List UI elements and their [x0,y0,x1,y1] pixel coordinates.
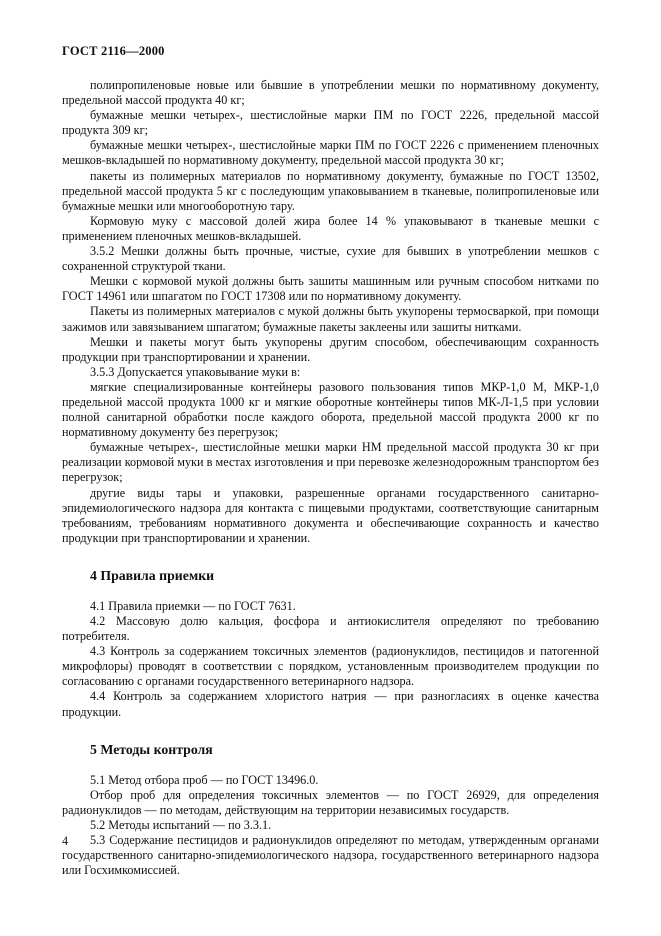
paragraph: бумажные мешки четырех-, шестислойные марки ПМ по ГОСТ 2226 с применением пленочных мешков-вкладышей по нормативному документу, предельной массой продукта 30 кг; [62,138,599,168]
paragraph: 3.5.3 Допускается упаковывание муки в: [90,364,301,379]
paragraph: Кормовую муку с массовой долей жира более 14 % упаковывают в тканевые мешки с применением пленочных мешков-вкладышей. [62,213,599,243]
paragraph: другие виды тары и упаковки, разрешенные органами государственного санитарно-эпидемиологического надзора для контакта с пищевыми продуктами, соответствующие санитарным требованиям, требованиям нормативного документа и обеспечивающие сохранность и качество продукции при транспортировании и хранении. [62,485,599,545]
page-number: 4 [62,834,69,848]
paragraph: 3.5.2 Мешки должны быть прочные, чистые, сухие для бывших в употреблении мешков с сохраненной структурой ткани. [62,244,599,274]
paragraph: Пакеты из полимерных материалов с мукой должны быть укупорены термосваркой, при помощи зажимов или завязыванием шпагатом; бумажные пакеты заклеены или зашиты нитками. [62,304,599,334]
section-heading-control-methods: 5 Методы контроля [90,741,213,757]
document-body [62,78,599,878]
paragraph: 4.1 Правила приемки — по ГОСТ 7631. [90,598,296,613]
document-code-header: ГОСТ 2116—2000 [62,44,165,58]
paragraph: Отбор проб для определения токсичных элементов — по ГОСТ 26929, для определения радионуклидов — по методам, действующим на территории независимых государств. [62,787,599,817]
paragraph: Мешки с кормовой мукой должны быть зашиты машинным или ручным способом нитками по ГОСТ 14961 или шпагатом по ГОСТ 17308 или по нормативному документу. [62,274,599,304]
paragraph: бумажные мешки четырех-, шестислойные марки ПМ по ГОСТ 2226, предельной массой продукта 309 кг; [62,108,599,138]
paragraph: 5.3 Содержание пестицидов и радионуклидов определяют по методам, утвержденным органами государственного санитарно-эпидемиологического надзора, государственного ветеринарного надзора или Госхимкомиссией. [62,833,599,878]
paragraph: мягкие специализированные контейнеры разового пользования типов МКР-1,0 М, МКР-1,0 предельной массой продукта 1000 кг и мягкие оборотные контейнеры типов МК-Л-1,5 при условии полной санитарной обработки после каждого оборота, предельной массой продукта 2000 кг по нормативному документу без перегрузок; [62,379,599,440]
paragraph: бумажные четырех-, шестислойные мешки марки НМ предельной массой продукта 30 кг при реализации кормовой муки в местах изготовления и при перевозке железнодорожным транспортом без перегрузок; [62,440,599,485]
paragraph: 5.1 Метод отбора проб — по ГОСТ 13496.0. [90,772,319,787]
paragraph: 5.2 Методы испытаний — по 3.3.1. [90,817,272,832]
paragraph: 4.3 Контроль за содержанием токсичных элементов (радионуклидов, пестицидов и патогенной микрофлоры) проводят в соответствии с порядком, установленным производителем продукции по согласованию с органами государственного ветеринарного надзора. [62,644,599,689]
paragraph: пакеты из полимерных материалов по нормативному документу, бумажные по ГОСТ 13502, предельной массой продукта 5 кг с последующим упаковыванием в тканевые, полипропиленовые или бумажные мешки или многооборотную тару. [62,168,599,213]
section-heading-acceptance-rules: 4 Правила приемки [90,567,215,583]
paragraph: полипропиленовые новые или бывшие в употреблении мешки по нормативному документу, предельной массой продукта 40 кг; [62,78,599,108]
paragraph: 4.2 Массовую долю кальция, фосфора и антиокислителя определяют по требованию потребителя. [62,614,599,644]
paragraph: Мешки и пакеты могут быть укупорены другим способом, обеспечивающим сохранность продукции при транспортировании и хранении. [62,334,599,364]
paragraph: 4.4 Контроль за содержанием хлористого натрия — при разногласиях в оценке качества продукции. [62,689,599,719]
